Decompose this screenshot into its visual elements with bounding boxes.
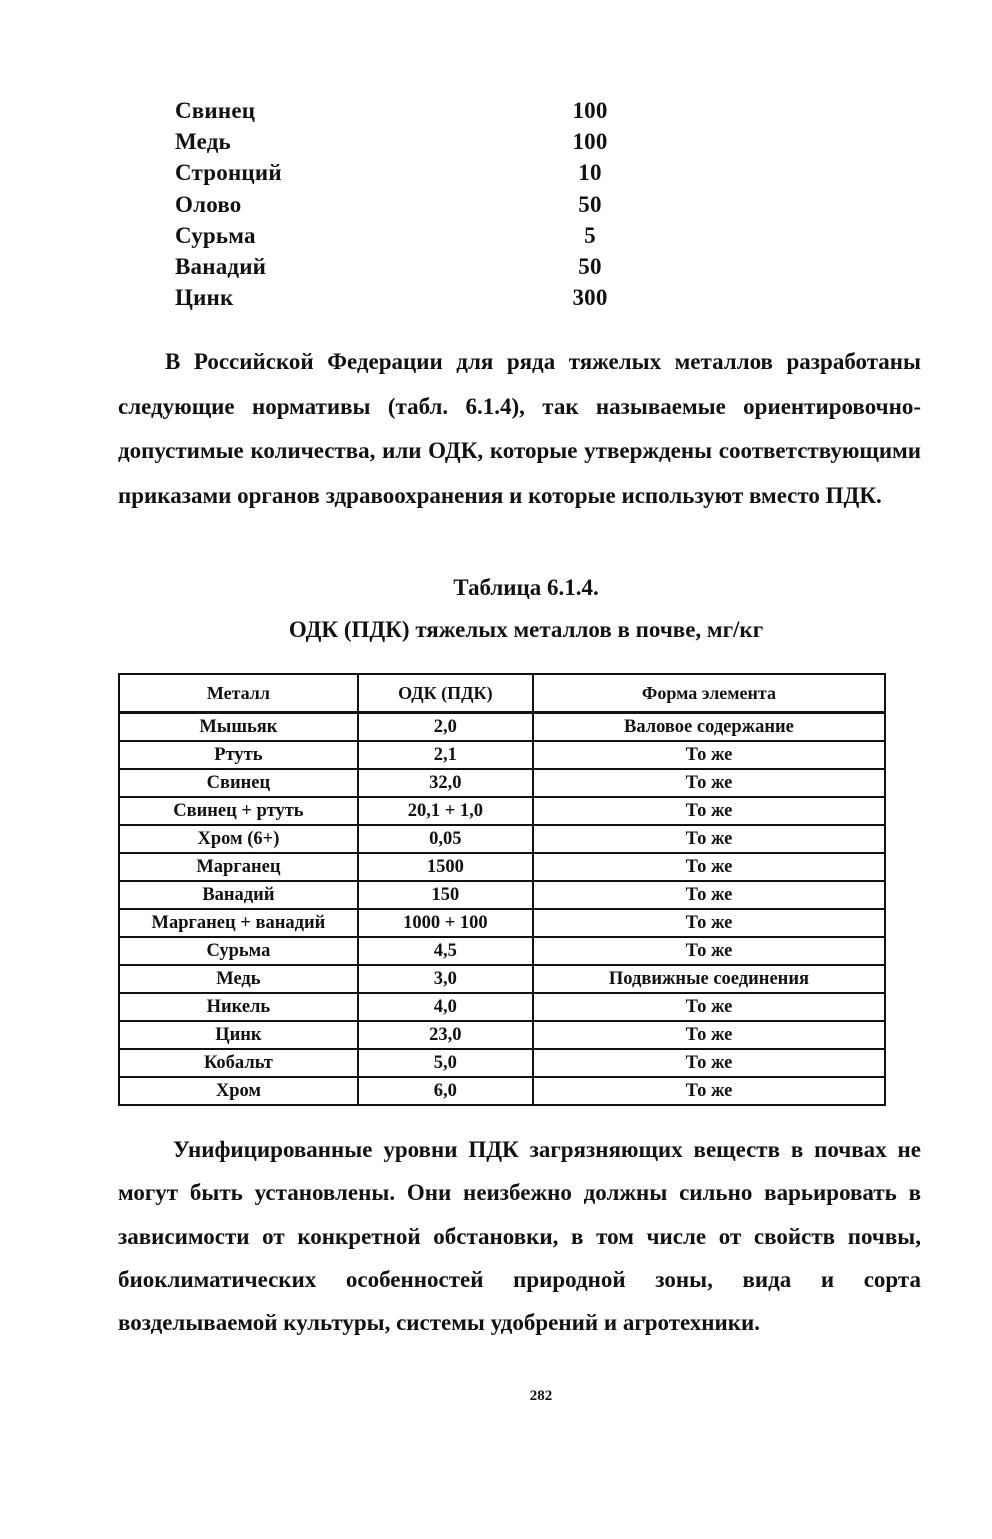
table-row xyxy=(119,825,885,853)
cell-form: То же xyxy=(533,937,885,965)
body-paragraph-intro: В Российской Федерации для ряда тяжелых металлов разработаны следующие нормативы (табл. 6.1.4), так называемые ориентировочно-допустимые количества, или ОДК, которые утверждены соответствующими приказами органов здравоохранения и которые используют вместо ПДК. xyxy=(118,349,921,508)
cell-metal: Цинк xyxy=(119,1021,358,1049)
odk-table xyxy=(118,673,886,1106)
cell-metal: Ртуть xyxy=(119,741,358,769)
list-item-value: 50 xyxy=(578,254,602,280)
list-item-value: 300 xyxy=(572,285,608,311)
list-item xyxy=(175,283,635,314)
table-row xyxy=(119,741,885,769)
cell-metal: Никель xyxy=(119,993,358,1021)
column-header-metal: Металл xyxy=(119,674,358,713)
table-row xyxy=(119,713,885,742)
table-row xyxy=(119,993,885,1021)
table-title: ОДК (ПДК) тяжелых металлов в почве, мг/кг xyxy=(288,617,764,642)
cell-metal: Хром (6+) xyxy=(119,825,358,853)
table-row xyxy=(119,937,885,965)
list-item-name: Сурьма xyxy=(175,222,256,248)
table-row xyxy=(119,1021,885,1049)
cell-metal: Марганец xyxy=(119,853,358,881)
cell-odk: 20,1 + 1,0 xyxy=(358,797,533,825)
table-row xyxy=(119,965,885,993)
cell-odk: 150 xyxy=(358,881,533,909)
cell-form: То же xyxy=(533,825,885,853)
cell-metal: Медь xyxy=(119,965,358,993)
table-row xyxy=(119,1049,885,1077)
cell-form: То же xyxy=(533,741,885,769)
cell-metal: Хром xyxy=(119,1077,358,1105)
cell-odk: 4,5 xyxy=(358,937,533,965)
column-header-form: Форма элемента xyxy=(533,674,885,713)
table-row xyxy=(119,853,885,881)
cell-form: То же xyxy=(533,1077,885,1105)
list-item-name: Олово xyxy=(175,191,242,217)
cell-metal: Марганец + ванадий xyxy=(119,909,358,937)
table-header-row xyxy=(119,674,885,713)
cell-metal: Мышьяк xyxy=(119,713,358,742)
cell-metal: Свинец + ртуть xyxy=(119,797,358,825)
cell-odk: 2,1 xyxy=(358,741,533,769)
table-row xyxy=(119,797,885,825)
cell-odk: 32,0 xyxy=(358,769,533,797)
cell-odk: 0,05 xyxy=(358,825,533,853)
list-item-value: 100 xyxy=(572,97,608,123)
list-item-name: Медь xyxy=(175,128,231,154)
cell-metal: Свинец xyxy=(119,769,358,797)
list-item-value: 50 xyxy=(578,191,602,217)
cell-metal: Кобальт xyxy=(119,1049,358,1077)
list-item-name: Цинк xyxy=(175,285,234,311)
cell-odk: 23,0 xyxy=(358,1021,533,1049)
list-item-name: Ванадий xyxy=(175,254,267,280)
cell-form: Подвижные соединения xyxy=(533,965,885,993)
cell-form: То же xyxy=(533,769,885,797)
cell-form: То же xyxy=(533,1049,885,1077)
column-header-odk: ОДК (ПДК) xyxy=(358,674,533,713)
cell-odk: 5,0 xyxy=(358,1049,533,1077)
cell-metal: Ванадий xyxy=(119,881,358,909)
cell-form: То же xyxy=(533,797,885,825)
table-number: Таблица 6.1.4. xyxy=(453,575,599,600)
list-item-name: Свинец xyxy=(175,97,256,123)
cell-odk: 1500 xyxy=(358,853,533,881)
list-item xyxy=(175,220,635,251)
metal-limit-list xyxy=(175,95,635,314)
list-item-name: Стронций xyxy=(175,160,282,186)
table-row xyxy=(119,769,885,797)
cell-form: То же xyxy=(533,1021,885,1049)
table-row xyxy=(119,909,885,937)
cell-odk: 4,0 xyxy=(358,993,533,1021)
table-row xyxy=(119,881,885,909)
cell-odk: 1000 + 100 xyxy=(358,909,533,937)
page-number: 282 xyxy=(529,1388,553,1404)
cell-form: То же xyxy=(533,881,885,909)
cell-metal: Сурьма xyxy=(119,937,358,965)
list-item xyxy=(175,251,635,282)
list-item-value: 100 xyxy=(572,128,608,154)
list-item-value: 10 xyxy=(578,160,602,186)
list-item xyxy=(175,126,635,157)
list-item xyxy=(175,95,635,126)
table-row xyxy=(119,1077,885,1105)
cell-odk: 6,0 xyxy=(358,1077,533,1105)
cell-odk: 3,0 xyxy=(358,965,533,993)
cell-form: То же xyxy=(533,993,885,1021)
cell-form: То же xyxy=(533,853,885,881)
list-item xyxy=(175,189,635,220)
cell-odk: 2,0 xyxy=(358,713,533,742)
body-paragraph-conclusion: Унифицированные уровни ПДК загрязняющих веществ в почвах не могут быть установлены. Они неизбежно должны сильно варьировать в зависимости от конкретной обстановки, в том числе от свойств почвы, биоклиматических особенностей природной зоны, вида и сорта возделываемой культуры, системы удобрений и агротехники. xyxy=(118,1137,921,1336)
cell-form: Валовое содержание xyxy=(533,713,885,742)
list-item xyxy=(175,158,635,189)
cell-form: То же xyxy=(533,909,885,937)
list-item-value: 5 xyxy=(584,222,596,248)
